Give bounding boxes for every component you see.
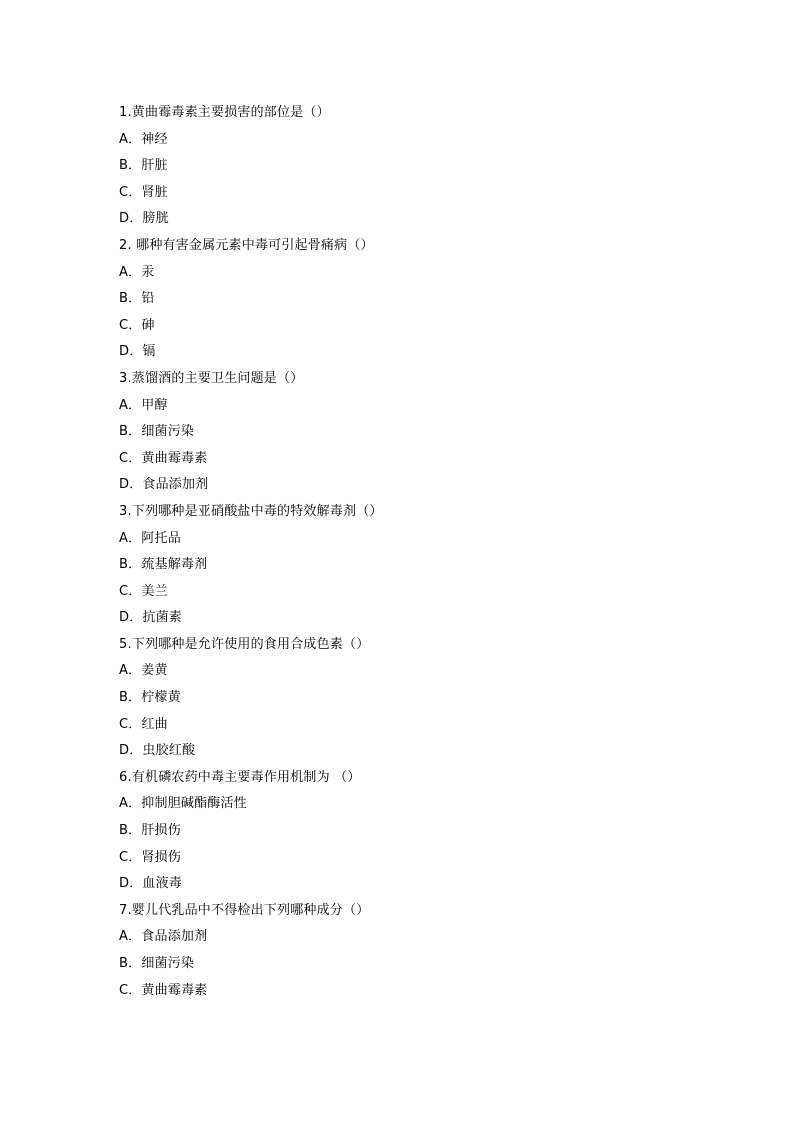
answer-option: B．细菌污染 <box>119 956 195 971</box>
question-stem: 3.下列哪种是亚硝酸盐中毒的特效解毒剂（） <box>119 503 383 519</box>
answer-option: A．神经 <box>119 131 168 147</box>
question-stem: 3.蒸馏酒的主要卫生问题是（） <box>119 370 304 386</box>
answer-option: B．肝损伤 <box>119 823 181 839</box>
question-stem: 1.黄曲霉毒素主要损害的部位是（） <box>119 105 330 120</box>
answer-option: C．砷 <box>119 317 155 333</box>
answer-option: B．巯基解毒剂 <box>119 557 208 573</box>
answer-option: A．甲醇 <box>119 397 168 413</box>
answer-option: B．肝脏 <box>119 158 168 174</box>
question-list <box>119 100 679 1004</box>
question-stem: 5.下列哪种是允许使用的食用合成色素（） <box>119 636 370 652</box>
answer-option: D．膀胱 <box>119 211 169 227</box>
answer-option: C．红曲 <box>119 716 168 732</box>
answer-option: C．肾脏 <box>119 184 168 200</box>
answer-option: C．黄曲霉毒素 <box>119 450 208 466</box>
answer-option: A．姜黄 <box>119 663 168 679</box>
answer-option: C．美兰 <box>119 583 168 599</box>
answer-option: D．抗菌素 <box>119 610 183 626</box>
answer-option: A．抑制胆碱酯酶活性 <box>119 796 247 812</box>
answer-option: D．镉 <box>119 344 156 360</box>
answer-option: C．肾损伤 <box>119 849 182 865</box>
answer-option: C．黄曲霉毒素 <box>119 982 208 998</box>
answer-option: A．阿托品 <box>119 530 181 546</box>
question-stem: 7.婴儿代乳品中不得检出下列哪种成分（） <box>119 902 370 918</box>
answer-option: A．汞 <box>119 264 155 280</box>
question-stem: 2. 哪种有害金属元素中毒可引起骨痛病（） <box>119 237 374 253</box>
answer-option: D．血液毒 <box>119 876 183 892</box>
answer-option: D．食品添加剂 <box>119 477 209 493</box>
answer-option: B．柠檬黄 <box>119 690 181 706</box>
question-stem: 6.有机磷农药中毒主要毒作用机制为 （） <box>119 769 361 785</box>
answer-option: D．虫胶红酸 <box>119 743 196 759</box>
answer-option: B．细菌污染 <box>119 424 195 440</box>
answer-option: B．铅 <box>119 291 155 307</box>
answer-option: A．食品添加剂 <box>119 929 208 945</box>
